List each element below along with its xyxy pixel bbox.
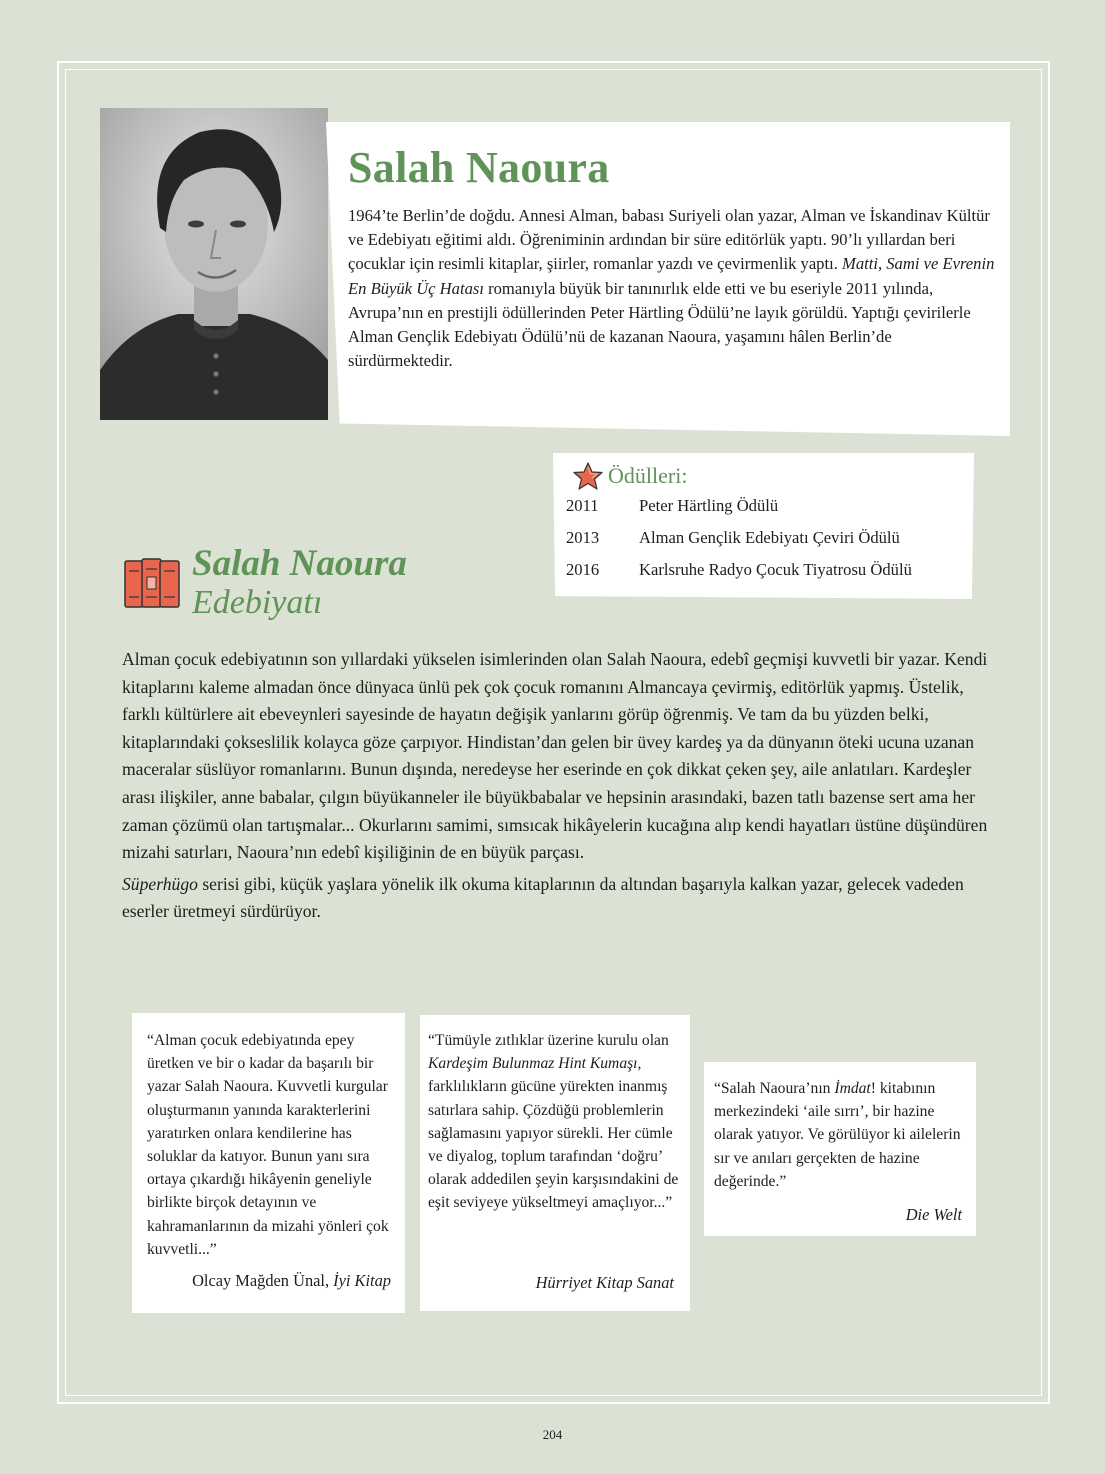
quote-text xyxy=(714,1077,970,1193)
award-name: Peter Härtling Ödülü xyxy=(639,496,779,515)
quote-source-author: Olcay Mağden Ünal, xyxy=(192,1271,334,1290)
quote-source xyxy=(714,1205,962,1225)
quote-text-part: “Tümüyle zıtlıklar üzerine kurulu olan xyxy=(428,1032,669,1049)
series-title: Süperhügo xyxy=(122,873,198,894)
quote-text-part: ! kitabının merkezindeki ‘aile sırrı’, bir hazine olarak yatıyor. Ve görülüyor ki ailelerin sır ve anıları gerçekten de hazine değerinde.” xyxy=(714,1080,961,1190)
award-row xyxy=(566,496,778,520)
quote-text xyxy=(428,1029,680,1215)
body-paragraph xyxy=(122,871,992,926)
award-year: 2016 xyxy=(566,560,600,579)
page-number: 204 xyxy=(542,1427,563,1442)
award-row xyxy=(566,560,912,584)
books-icon xyxy=(122,555,184,611)
awards-header xyxy=(572,461,687,491)
quote-book-title: Kardeşim Bulunmaz Hint Kumaşı xyxy=(428,1055,638,1073)
quote-source xyxy=(428,1273,674,1293)
quote-book-title: İmdat xyxy=(834,1080,871,1097)
bio-book-title: Matti, Sami ve Evrenin En Büyük Üç Hatası xyxy=(348,254,995,298)
award-row xyxy=(566,528,900,552)
section-title: Salah Naoura xyxy=(192,543,407,584)
quote-source-publication: Hürriyet Kitap Sanat xyxy=(535,1273,674,1292)
quote-source xyxy=(147,1271,391,1291)
award-year: 2011 xyxy=(566,496,599,515)
award-year: 2013 xyxy=(566,528,600,547)
awards-title: Ödülleri: xyxy=(608,463,688,488)
author-photo xyxy=(100,108,328,420)
quote-source-publication: Die Welt xyxy=(905,1205,962,1224)
author-name: Salah Naoura xyxy=(348,143,610,192)
body-paragraph: Alman çocuk edebiyatının son yıllardaki yükselen isimlerinden olan Salah Naoura, edebî geçmişi kuvvetli bir yazar. Kendi kitaplarını kaleme almadan önce dünyaca ünlü pek çok çocuk romanını Almancaya çevirmiş, editörlük yapmış. Üstelik, farklı kültürlere ait ebeveynleri sayesinde de hayatın değişik yanlarını görüp öğrenmiş. Ve tam da bu yüzden belki, kitaplarındaki çokseslilik kolayca göze çarpıyor. Hindistan’dan gelen bir üvey kardeş ya da dünyanın öteki ucuna uzanan maceralar süslüyor romanlarını. Bunun dışında, neredeyse her eserinde en çok dikkat çeken şey, aile anlatıları. Kardeşler arası ilişkiler, anne babalar, çılgın büyükanneler ile büyükbabalar ve hepsinin arasındaki, bazen tatlı bazense sert ama her zaman çözümü olan tartışmalar... Okurlarını samimi, sımsıcak hikâyelerin kucağına alıp kendi hayatları üstüne düşündüren mizahi satırları, Naoura’nın edebî kişiliğinin de en büyük parçası. xyxy=(122,649,988,863)
quote-text-part: , farklılıkların gücüne yürekten inanmış satırlara sahip. Çözdüğü problemlerin sağlamasını yapıyor sürekli. Her cümle ve diyalog, toplum tarafından ‘doğru’ olarak addedilen şeyin karşısındakini de eşit seviyeye yükseltmeyi amaçlıyor...” xyxy=(428,1055,679,1212)
bio-text-part: romanıyla büyük bir tanınırlık elde etti ve bu eseriyle 2011 yılında, Avrupa’nın en prestijli ödüllerinden Peter Härtling Ödülü’ne layık görüldü. Yaptığı çevirilerle Alman Gençlik Edebiyatı Ödülü’nü de kazanan Naoura, yaşamını hâlen Berlin’de sürdürmektedir. xyxy=(348,278,971,371)
star-icon xyxy=(572,461,604,491)
author-bio xyxy=(348,204,998,373)
award-name: Alman Gençlik Edebiyatı Çeviri Ödülü xyxy=(639,528,900,547)
section-body xyxy=(122,646,992,926)
section-subtitle: Edebiyatı xyxy=(192,584,323,621)
body-text-part: serisi gibi, küçük yaşlara yönelik ilk okuma kitaplarının da altından başarıyla kalkan yazar, gelecek vadeden eserler üretmeyi sürdürüyor. xyxy=(122,873,964,922)
quote-text-part: “Salah Naoura’nın xyxy=(714,1080,835,1097)
bio-text-part: 1964’te Berlin’de doğdu. Annesi Alman, babası Suriyeli olan yazar, Alman ve İskandinav Kültür ve Edebiyatı eğitimi aldı. Öğreniminin ardından bir süre editörlük yaptı. 90’lı yıllardan beri çocuklar için resimli kitaplar, şiirler, romanlar yazdı ve çevirmenlik yaptı. xyxy=(348,206,990,274)
quote-source-publication: İyi Kitap xyxy=(333,1271,391,1290)
quote-text: “Alman çocuk edebiyatında epey üretken ve bir o kadar da başarılı bir yazar Salah Naoura. Kuvvetli kurgular oluşturmanın yanında karakterlerini yaratırken onlara kendilerine has soluklar da katıyor. Bunun yanı sıra ortaya çıkardığı hikâyenin geneliyle birlikte birçok detayının ve kahramanlarının da mizahi yönleri çok kuvvetli...” xyxy=(147,1032,389,1258)
award-name: Karlsruhe Radyo Çocuk Tiyatrosu Ödülü xyxy=(639,560,912,579)
